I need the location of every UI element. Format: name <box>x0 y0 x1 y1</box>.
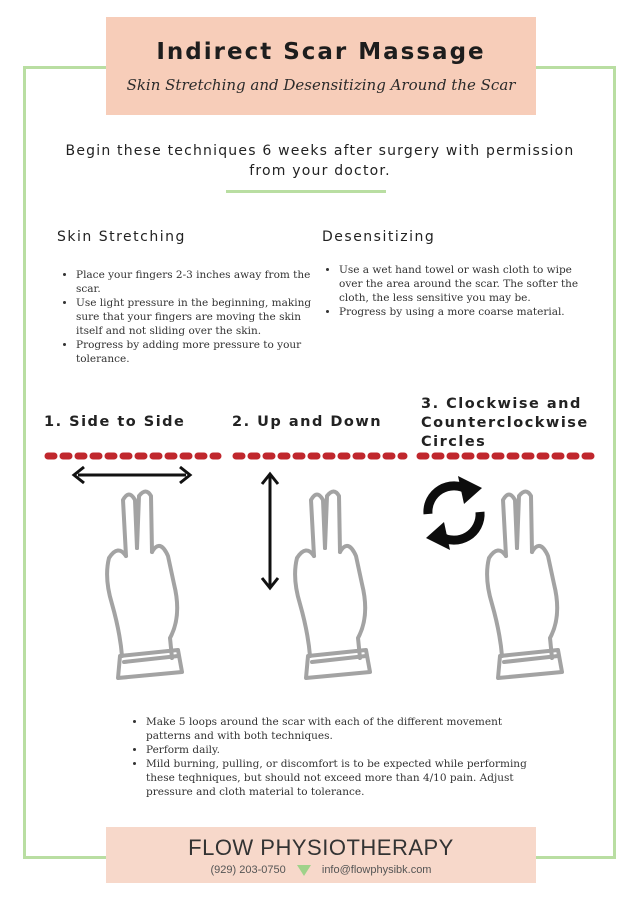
list-item: • Use a wet hand towel or wash cloth to wipe over the area around the scar. The softer the cloth, the less sensitive you may be. <box>339 263 594 305</box>
step-circles: 3. Clockwise and Counterclockwise Circles <box>421 396 589 450</box>
list-item: • Progress by adding more pressure to your tolerance. <box>76 338 321 366</box>
desensitizing-list <box>323 263 594 319</box>
heading-skin-stretching: Skin Stretching <box>57 229 186 245</box>
list-item: • Place your fingers 2-3 inches away from the scar. <box>76 268 321 296</box>
step-side-to-side: 1. Side to Side <box>44 414 186 430</box>
triangle-icon <box>297 865 311 876</box>
dotted-divider <box>42 450 602 462</box>
list-item: • Mild burning, pulling, or discomfort is to be expected while performing these teqhniques, but should not exceed more than 4/10 pain. Adjust pressure and cloth material to tolerance. <box>146 757 536 799</box>
instructions-list <box>130 715 536 799</box>
contact-line <box>106 864 536 876</box>
intro-divider <box>226 190 386 193</box>
title-banner <box>106 17 536 115</box>
phone-number: (929) 203-0750 <box>210 864 286 876</box>
hand-icon <box>284 486 380 691</box>
skin-stretching-list <box>60 268 321 366</box>
footer-banner <box>106 827 536 883</box>
hand-icon <box>96 486 192 691</box>
email-address: info@flowphysibk.com <box>321 864 432 876</box>
heading-desensitizing: Desensitizing <box>322 229 436 245</box>
intro-text: Begin these techniques 6 weeks after surgery with permission from your doctor. <box>65 143 575 179</box>
list-item: • Progress by using a more coarse material. <box>339 305 594 319</box>
page-title: Indirect Scar Massage <box>156 39 486 65</box>
page-subtitle: Skin Stretching and Desensitizing Around the Scar <box>126 76 516 94</box>
list-item: • Use light pressure in the beginning, making sure that your fingers are moving the skin itself and not sliding over the skin. <box>76 296 321 338</box>
step-up-and-down: 2. Up and Down <box>232 414 383 430</box>
vertical-double-arrow-icon <box>255 470 285 592</box>
brand-name: FLOW PHYSIOTHERAPY <box>188 835 454 860</box>
hand-icon <box>476 486 572 691</box>
list-item: • Make 5 loops around the scar with each of the different movement patterns and with both techniques. <box>146 715 536 743</box>
list-item: • Perform daily. <box>146 743 536 757</box>
